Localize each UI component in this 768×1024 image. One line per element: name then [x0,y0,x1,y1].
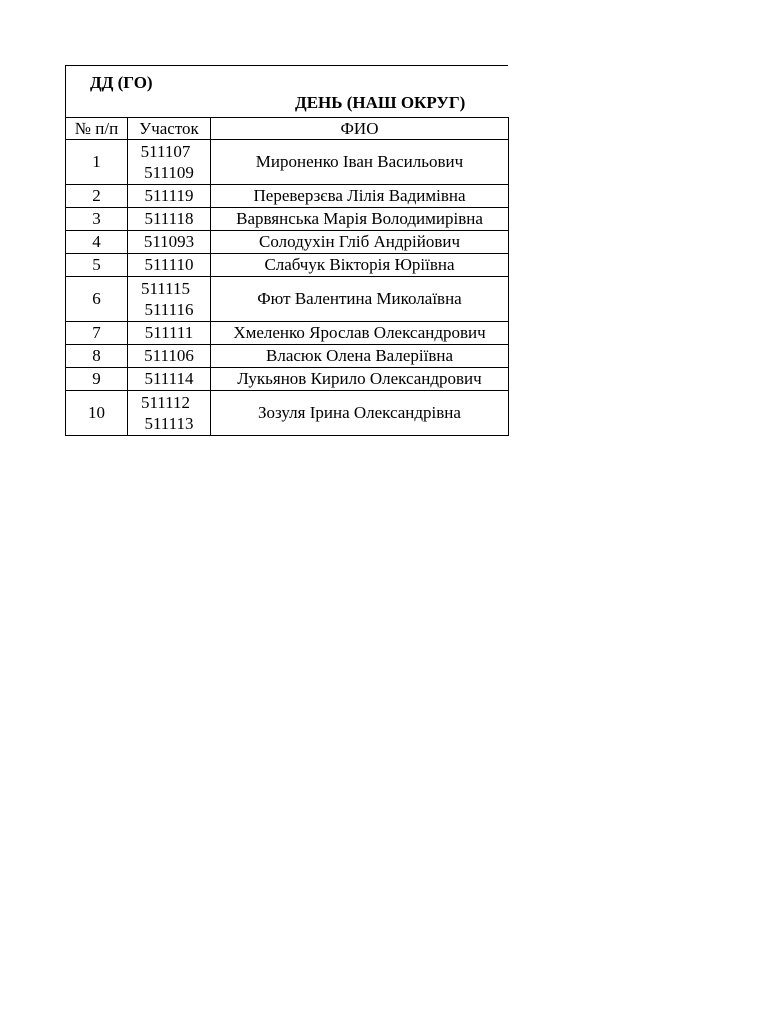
section-code: 511106 [128,345,211,368]
row-number: 6 [66,277,128,322]
row-number: 10 [66,391,128,436]
row-number: 8 [66,345,128,368]
row-full-name: Зозуля Ірина Олександрівна [211,391,509,436]
section-code: 511109 [144,163,194,182]
row-number: 9 [66,368,128,391]
row-full-name: Слабчук Вікторія Юріївна [211,254,509,277]
section-code: 511119 [128,185,211,208]
section-code: 511107 [140,142,191,161]
table-row [66,231,509,254]
section-code: 511113 [144,414,194,433]
row-number: 7 [66,322,128,345]
row-full-name: Мироненко Іван Васильович [211,140,509,185]
section-code: 511110 [128,254,211,277]
section-code: 511111 [128,322,211,345]
row-number: 5 [66,254,128,277]
row-full-name: Хмеленко Ярослав Олександрович [211,322,509,345]
group-title: ДД (ГО) [90,73,153,92]
section-code: 511112 [140,393,191,412]
table-row [66,208,509,231]
row-sections [128,140,211,185]
row-number: 4 [66,231,128,254]
table-row [66,185,509,208]
column-header-number: № п/п [66,118,128,140]
title-block [65,65,508,117]
column-header-section: Участок [128,118,211,140]
row-sections [128,277,211,322]
row-full-name: Фют Валентина Миколаївна [211,277,509,322]
row-full-name: Лукьянов Кирило Олександрович [211,368,509,391]
row-number: 2 [66,185,128,208]
table-row [66,391,509,436]
section-code: 511114 [128,368,211,391]
roster-table [65,117,509,436]
row-full-name: Переверзєва Лілія Вадимівна [211,185,509,208]
table-header-row [66,118,509,140]
row-number: 3 [66,208,128,231]
column-header-name: ФИО [211,118,509,140]
row-full-name: Власюк Олена Валеріївна [211,345,509,368]
section-code: 511116 [144,300,194,319]
row-full-name: Варвянська Марія Володимирівна [211,208,509,231]
table-row [66,277,509,322]
document-sheet [65,65,508,436]
table-row [66,140,509,185]
row-sections [128,391,211,436]
district-title: ДЕНЬ (НАШ ОКРУГ) [295,93,466,112]
section-code: 511115 [140,279,191,298]
table-row [66,254,509,277]
table-row [66,345,509,368]
table-row [66,368,509,391]
table-row [66,322,509,345]
section-code: 511093 [128,231,211,254]
row-full-name: Солодухін Гліб Андрійович [211,231,509,254]
section-code: 511118 [128,208,211,231]
row-number: 1 [66,140,128,185]
